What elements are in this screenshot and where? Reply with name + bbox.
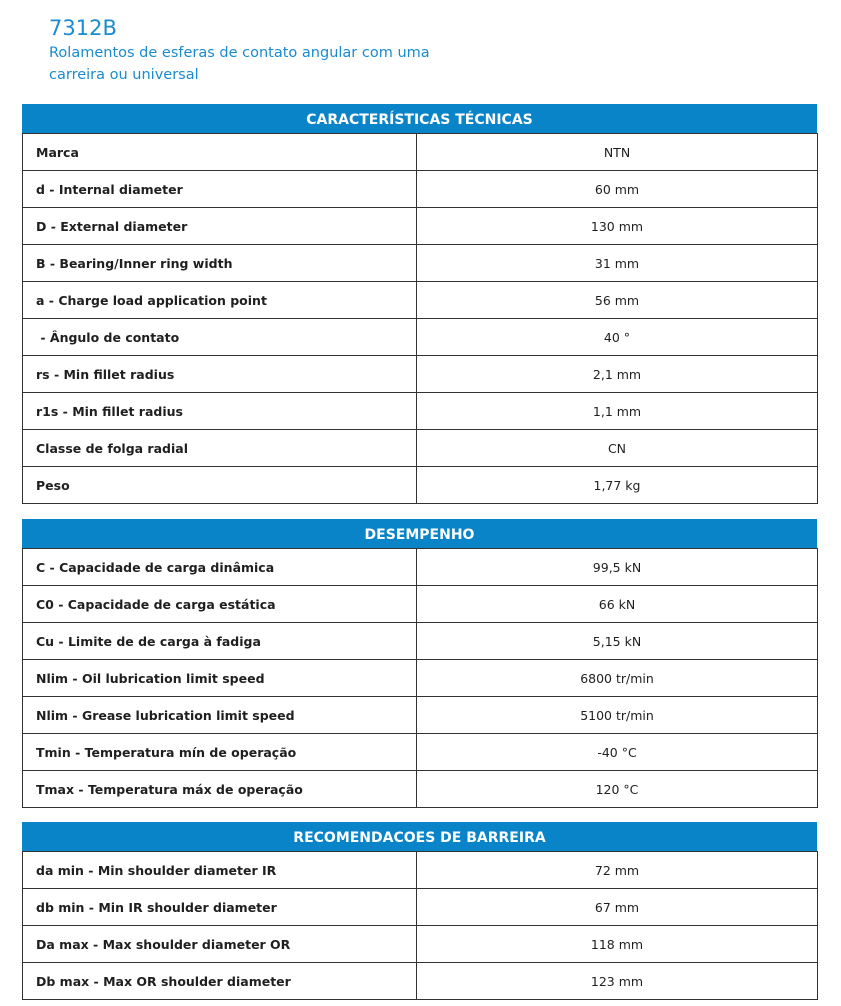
row-value: 5,15 kN bbox=[417, 623, 818, 660]
row-label: rs - Min fillet radius bbox=[23, 356, 417, 393]
row-value: 56 mm bbox=[417, 282, 818, 319]
row-label: - Ângulo de contato bbox=[23, 319, 417, 356]
section-performance bbox=[22, 519, 817, 808]
section-abutment-recommendations bbox=[22, 822, 817, 1000]
product-subtitle: Rolamentos de esferas de contato angular com uma carreira ou universal bbox=[49, 45, 430, 83]
row-label: Tmax - Temperatura máx de operação bbox=[23, 771, 417, 808]
row-label: Peso bbox=[23, 467, 417, 504]
row-label: Nlim - Oil lubrication limit speed bbox=[23, 660, 417, 697]
row-label: da min - Min shoulder diameter IR bbox=[23, 852, 417, 889]
table-row bbox=[23, 889, 818, 926]
table-row bbox=[23, 623, 818, 660]
table-row bbox=[23, 697, 818, 734]
row-label: Classe de folga radial bbox=[23, 430, 417, 467]
row-label: db min - Min IR shoulder diameter bbox=[23, 889, 417, 926]
row-value: 99,5 kN bbox=[417, 549, 818, 586]
table-row bbox=[23, 771, 818, 808]
section-header: CARACTERÍSTICAS TÉCNICAS bbox=[22, 104, 817, 133]
row-label: Marca bbox=[23, 134, 417, 171]
row-label: C0 - Capacidade de carga estática bbox=[23, 586, 417, 623]
row-value: 1,1 mm bbox=[417, 393, 818, 430]
row-value: 118 mm bbox=[417, 926, 818, 963]
row-value: 67 mm bbox=[417, 889, 818, 926]
row-value: 60 mm bbox=[417, 171, 818, 208]
section-header: RECOMENDACOES DE BARREIRA bbox=[22, 822, 817, 851]
row-value: 40 ° bbox=[417, 319, 818, 356]
row-value: 120 °C bbox=[417, 771, 818, 808]
row-label: Da max - Max shoulder diameter OR bbox=[23, 926, 417, 963]
row-value: 6800 tr/min bbox=[417, 660, 818, 697]
table-row bbox=[23, 430, 818, 467]
row-label: C - Capacidade de carga dinâmica bbox=[23, 549, 417, 586]
row-value: 2,1 mm bbox=[417, 356, 818, 393]
row-value: 1,77 kg bbox=[417, 467, 818, 504]
row-value: CN bbox=[417, 430, 818, 467]
row-label: Db max - Max OR shoulder diameter bbox=[23, 963, 417, 1000]
row-label: B - Bearing/Inner ring width bbox=[23, 245, 417, 282]
row-value: 5100 tr/min bbox=[417, 697, 818, 734]
table-row bbox=[23, 926, 818, 963]
table-row bbox=[23, 963, 818, 1000]
table-row bbox=[23, 852, 818, 889]
table-row bbox=[23, 208, 818, 245]
row-label: r1s - Min fillet radius bbox=[23, 393, 417, 430]
row-label: d - Internal diameter bbox=[23, 171, 417, 208]
row-label: Cu - Limite de de carga à fadiga bbox=[23, 623, 417, 660]
row-label: Tmin - Temperatura mín de operação bbox=[23, 734, 417, 771]
row-value: -40 °C bbox=[417, 734, 818, 771]
spec-table bbox=[22, 548, 818, 808]
row-value: 31 mm bbox=[417, 245, 818, 282]
table-row bbox=[23, 319, 818, 356]
table-row bbox=[23, 549, 818, 586]
table-row bbox=[23, 734, 818, 771]
table-row bbox=[23, 134, 818, 171]
product-header bbox=[49, 14, 469, 86]
row-label: Nlim - Grease lubrication limit speed bbox=[23, 697, 417, 734]
row-value: NTN bbox=[417, 134, 818, 171]
section-header: DESEMPENHO bbox=[22, 519, 817, 548]
table-row bbox=[23, 393, 818, 430]
product-title: 7312B bbox=[49, 16, 117, 40]
table-row bbox=[23, 171, 818, 208]
row-label: D - External diameter bbox=[23, 208, 417, 245]
spec-table bbox=[22, 851, 818, 1000]
row-value: 72 mm bbox=[417, 852, 818, 889]
table-row bbox=[23, 660, 818, 697]
row-value: 66 kN bbox=[417, 586, 818, 623]
table-row bbox=[23, 245, 818, 282]
table-row bbox=[23, 586, 818, 623]
table-row bbox=[23, 356, 818, 393]
table-row bbox=[23, 467, 818, 504]
row-value: 123 mm bbox=[417, 963, 818, 1000]
row-label: a - Charge load application point bbox=[23, 282, 417, 319]
spec-table bbox=[22, 133, 818, 504]
row-value: 130 mm bbox=[417, 208, 818, 245]
section-technical-characteristics bbox=[22, 104, 817, 504]
table-row bbox=[23, 282, 818, 319]
